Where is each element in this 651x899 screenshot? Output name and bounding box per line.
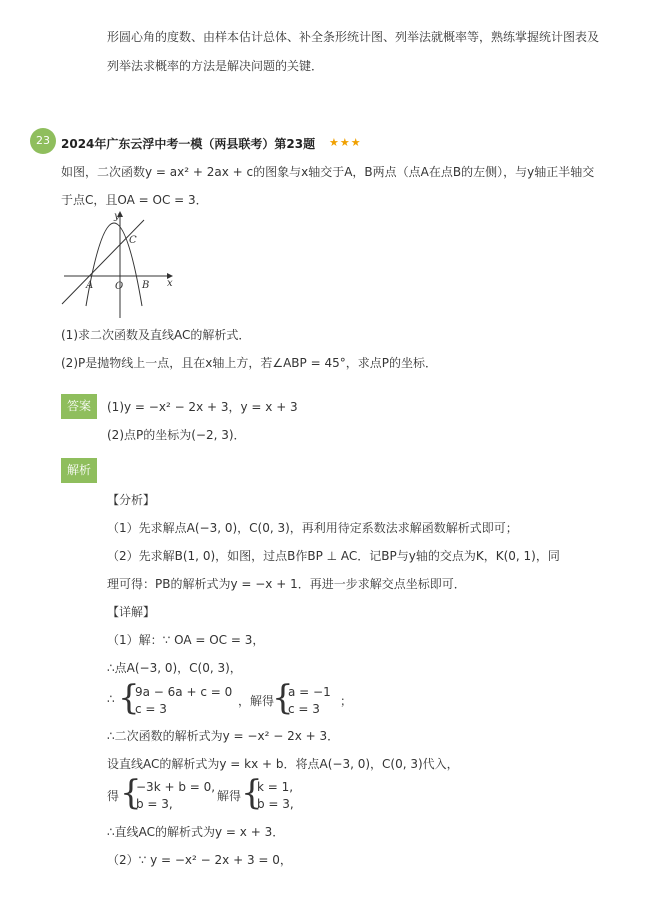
parabola-figure	[58, 206, 180, 322]
line-ac	[62, 220, 144, 304]
question-part-1: (1)求二次函数及直线AC的解析式．	[61, 328, 251, 342]
question-part-2: (2)P是抛物线上一点，且在x轴上方，若∠ABP = 45°，求点P的坐标．	[61, 356, 437, 370]
detail-line-5: 设直线AC的解析式为y = kx + b．将点A(−3, 0)，C(0, 3)代入，	[107, 757, 459, 771]
question-title: 2024年广东云浮中考一模（两县联考）第23题	[61, 137, 316, 151]
semicolon: ；	[340, 694, 353, 708]
detail-line-7: ∴直线AC的解析式为y = x + 3．	[107, 825, 285, 839]
point-b-label: B	[142, 280, 150, 291]
solution-system-2	[257, 779, 294, 813]
question-number-badge: 23	[30, 128, 56, 154]
difficulty-stars: ★★★	[329, 136, 362, 149]
question-stem-1: 如图，二次函数y = ax² + 2ax + c的图象与x轴交于A，B两点（点A在点B的左侧），与y轴正半轴交	[61, 165, 595, 179]
analysis-heading: 【分析】	[107, 493, 156, 507]
equation-1: 9a − 6a + c = 0	[135, 685, 233, 699]
equation-2: b = 3,	[136, 797, 173, 811]
solve-label: 解得	[217, 789, 242, 803]
point-c-label: C	[129, 235, 137, 246]
solution-1: a = −1	[288, 685, 331, 699]
solve-label: ，解得	[238, 694, 275, 708]
left-brace: {	[241, 773, 263, 813]
y-label: y	[114, 211, 120, 222]
solution-system-1	[288, 684, 331, 718]
analysis-line-2: （2）先求解B(1, 0)，如图，过点B作BP ⊥ AC．记BP与y轴的交点为K，K(0, 1)，同	[107, 549, 560, 563]
left-brace: {	[272, 678, 294, 718]
detail-line-8: （2）∵ y = −x² − 2x + 3 = 0，	[107, 853, 292, 867]
get-label: 得	[107, 789, 120, 803]
detail-line-1: （1）解：∵ OA = OC = 3，	[107, 633, 265, 647]
point-a-label: A	[86, 280, 94, 291]
equation-system-2	[136, 779, 215, 813]
answer-tag: 答案	[61, 394, 97, 419]
solution-1: k = 1,	[257, 780, 294, 794]
prev-line-1: 形圆心角的度数、由样本估计总体、补全条形统计图、列举法就概率等，熟练掌握统计图表及	[107, 30, 600, 44]
analysis-line-1: （1）先求解点A(−3, 0)，C(0, 3)，再利用待定系数法求解函数解析式即可；	[107, 521, 518, 535]
therefore-symbol: ∴	[107, 692, 115, 706]
x-label: x	[167, 278, 173, 289]
detail-line-4: ∴二次函数的解析式为y = −x² − 2x + 3．	[107, 729, 340, 743]
analysis-line-3: 理可得：PB的解析式为y = −x + 1．再进一步求解交点坐标即可．	[107, 577, 466, 591]
equation-2: c = 3	[135, 702, 167, 716]
origin-label: O	[115, 281, 124, 292]
detail-line-2: ∴点A(−3, 0)，C(0, 3)，	[107, 661, 242, 675]
answer-part-1: (1)y = −x² − 2x + 3，y = x + 3	[107, 400, 298, 414]
equation-1: −3k + b = 0,	[136, 780, 216, 794]
equation-system-1	[135, 684, 232, 718]
detail-heading: 【详解】	[107, 605, 156, 619]
left-brace: {	[118, 678, 140, 718]
answer-part-2: (2)点P的坐标为(−2, 3)．	[107, 428, 246, 442]
prev-line-2: 列举法求概率的方法是解决问题的关键．	[107, 59, 324, 73]
question-stem-2: 于点C，且OA = OC = 3．	[61, 193, 208, 207]
analysis-tag: 解析	[61, 458, 97, 483]
solution-2: b = 3,	[257, 797, 294, 811]
left-brace: {	[120, 773, 142, 813]
solution-2: c = 3	[288, 702, 320, 716]
